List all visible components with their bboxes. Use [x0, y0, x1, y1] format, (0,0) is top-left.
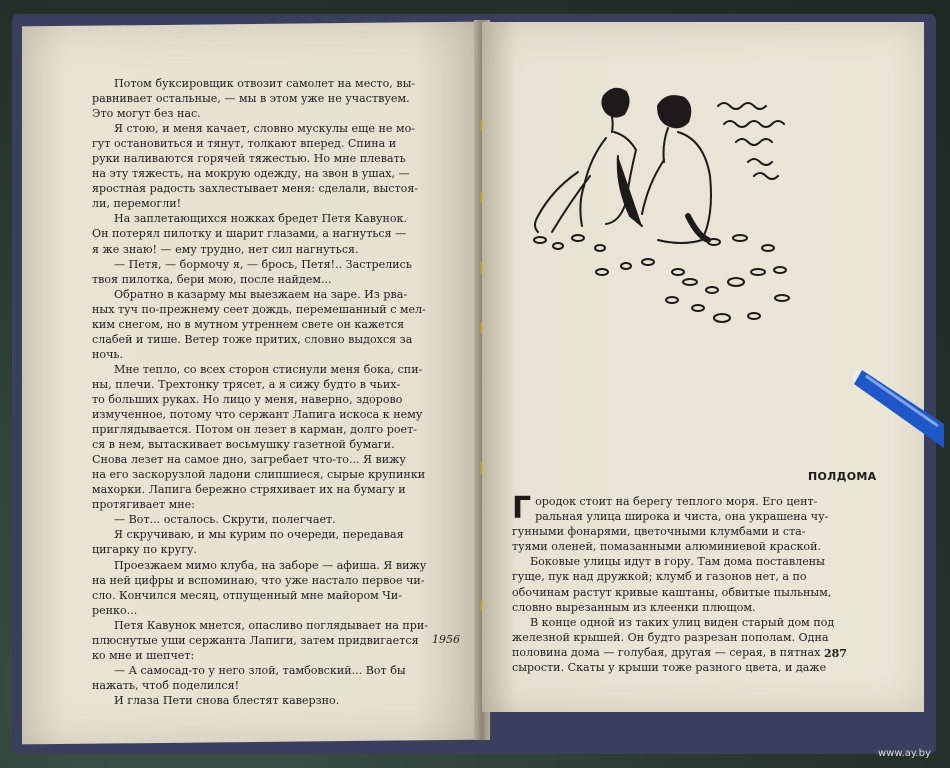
- paragraph: Я стою, и меня качает, словно мускулы еще не мо- гут остановиться и тянут, толкают вперед. Спина и руки наливаются горячей тяжестью. Но мне плевать на эту тяжесть, на мокрую одежду, на звон в ушах, — яростная радость захлестывает меня: сделали, выстоя- ли, перемогли!: [92, 122, 419, 211]
- paragraph: Потом буксировщик отвозит самолет на место, вы- равнивает остальные, — мы в этом уже не участвуем. Это могут без нас.: [92, 77, 416, 121]
- paragraph: На заплетающихся ножках бредет Петя Кавунок. Он потерял пилотку и шарит глазами, а нагнуться — я же знаю! — ему трудно, нет сил нагнуться.: [92, 212, 408, 256]
- paragraph: — А самосад-то у него злой, тамбовский... Вот бы нажать, чтоб поделился!: [92, 663, 406, 692]
- dropcap: Г: [512, 491, 532, 526]
- paragraph: Мне тепло, со всех сторон стиснули меня бока, спи- ны, плечи. Трехтонку трясет, а я сижу будто в чьих- то больших руках. Но лицо у меня, наверно, здорово измученное, потому что сержант Лапига искоса к нему приглядывается. Потом он лезет в карман, долго роет- ся в нем, вытаскивает восьмушку газетной бумаги. Снова лезет на самое дно, загребает что-то... Я вижу на его заскорузлой ладони слипшиеся, сырые крупинки махорки. Лапига бережно стряхивает их на бумагу и протягивает мне:: [92, 362, 426, 512]
- paragraph: Проезжаем мимо клуба, на заборе — афиша. Я вижу на ней цифры и вспоминаю, что уже настало первое чи- сло. Кончился месяц, отпущенный мне майором Чи- ренко...: [92, 558, 427, 617]
- year-mark: 1956: [432, 633, 460, 646]
- right-page-text: [512, 491, 848, 675]
- paragraph: [512, 491, 848, 554]
- watermark: www.ay.by: [878, 748, 931, 759]
- blue-pen-icon: [840, 360, 950, 450]
- paragraph: Я скручиваю, и мы курим по очереди, передавая цигарку по кругу.: [92, 528, 404, 557]
- two-children-on-beach-drawing-icon: [518, 76, 818, 336]
- paragraph: В конце одной из таких улиц виден старый дом под железной крышей. Он будто разрезан пополам. Одна половина дома — голубая, другая — серая, в пятнах сырости. Скаты у крыши тоже разного цвета, и даже: [512, 615, 835, 675]
- paragraph: Обратно в казарму мы выезжаем на заре. Из рва- ных туч по-прежнему сеет дождь, перемешанный с мел- ким снегом, но в мутном утреннем свете он кажется слабей и тише. Ветер тоже притих, словно выдохся за ночь.: [92, 287, 426, 361]
- paragraph: И глаза Пети снова блестят каверзно.: [114, 693, 340, 707]
- paragraph: Петя Кавунок мнется, опасливо поглядывает на при- плюснутые уши сержанта Лапиги, затем придвигается ко мне и шепчет:: [92, 618, 429, 662]
- paragraph: Боковые улицы идут в гору. Там дома поставлены гуще, пук над дружкой; клумб и газонов нет, а по обочинам растут кривые каштаны, обвитые пыльным, словно вырезанным из клеенки плющом.: [512, 555, 832, 614]
- chapter-heading: ПОЛДОМА: [808, 470, 877, 483]
- paragraph-text: ородок стоит на берегу теплого моря. Его цент- ральная улица широка и чиста, она украшена чу- гунными фонарями, цветочными клумбами и ста- туями оленей, помазанными алюминиевой краской.: [512, 495, 829, 554]
- paragraph: — Петя, — бормочу я, — брось, Петя!.. Застрелись твоя пилотка, бери мою, после найдем...: [92, 257, 412, 286]
- page-number: 287: [824, 647, 847, 660]
- left-page-text: [92, 76, 454, 708]
- paragraph: — Вот... осталось. Скрути, полегчает.: [114, 513, 336, 527]
